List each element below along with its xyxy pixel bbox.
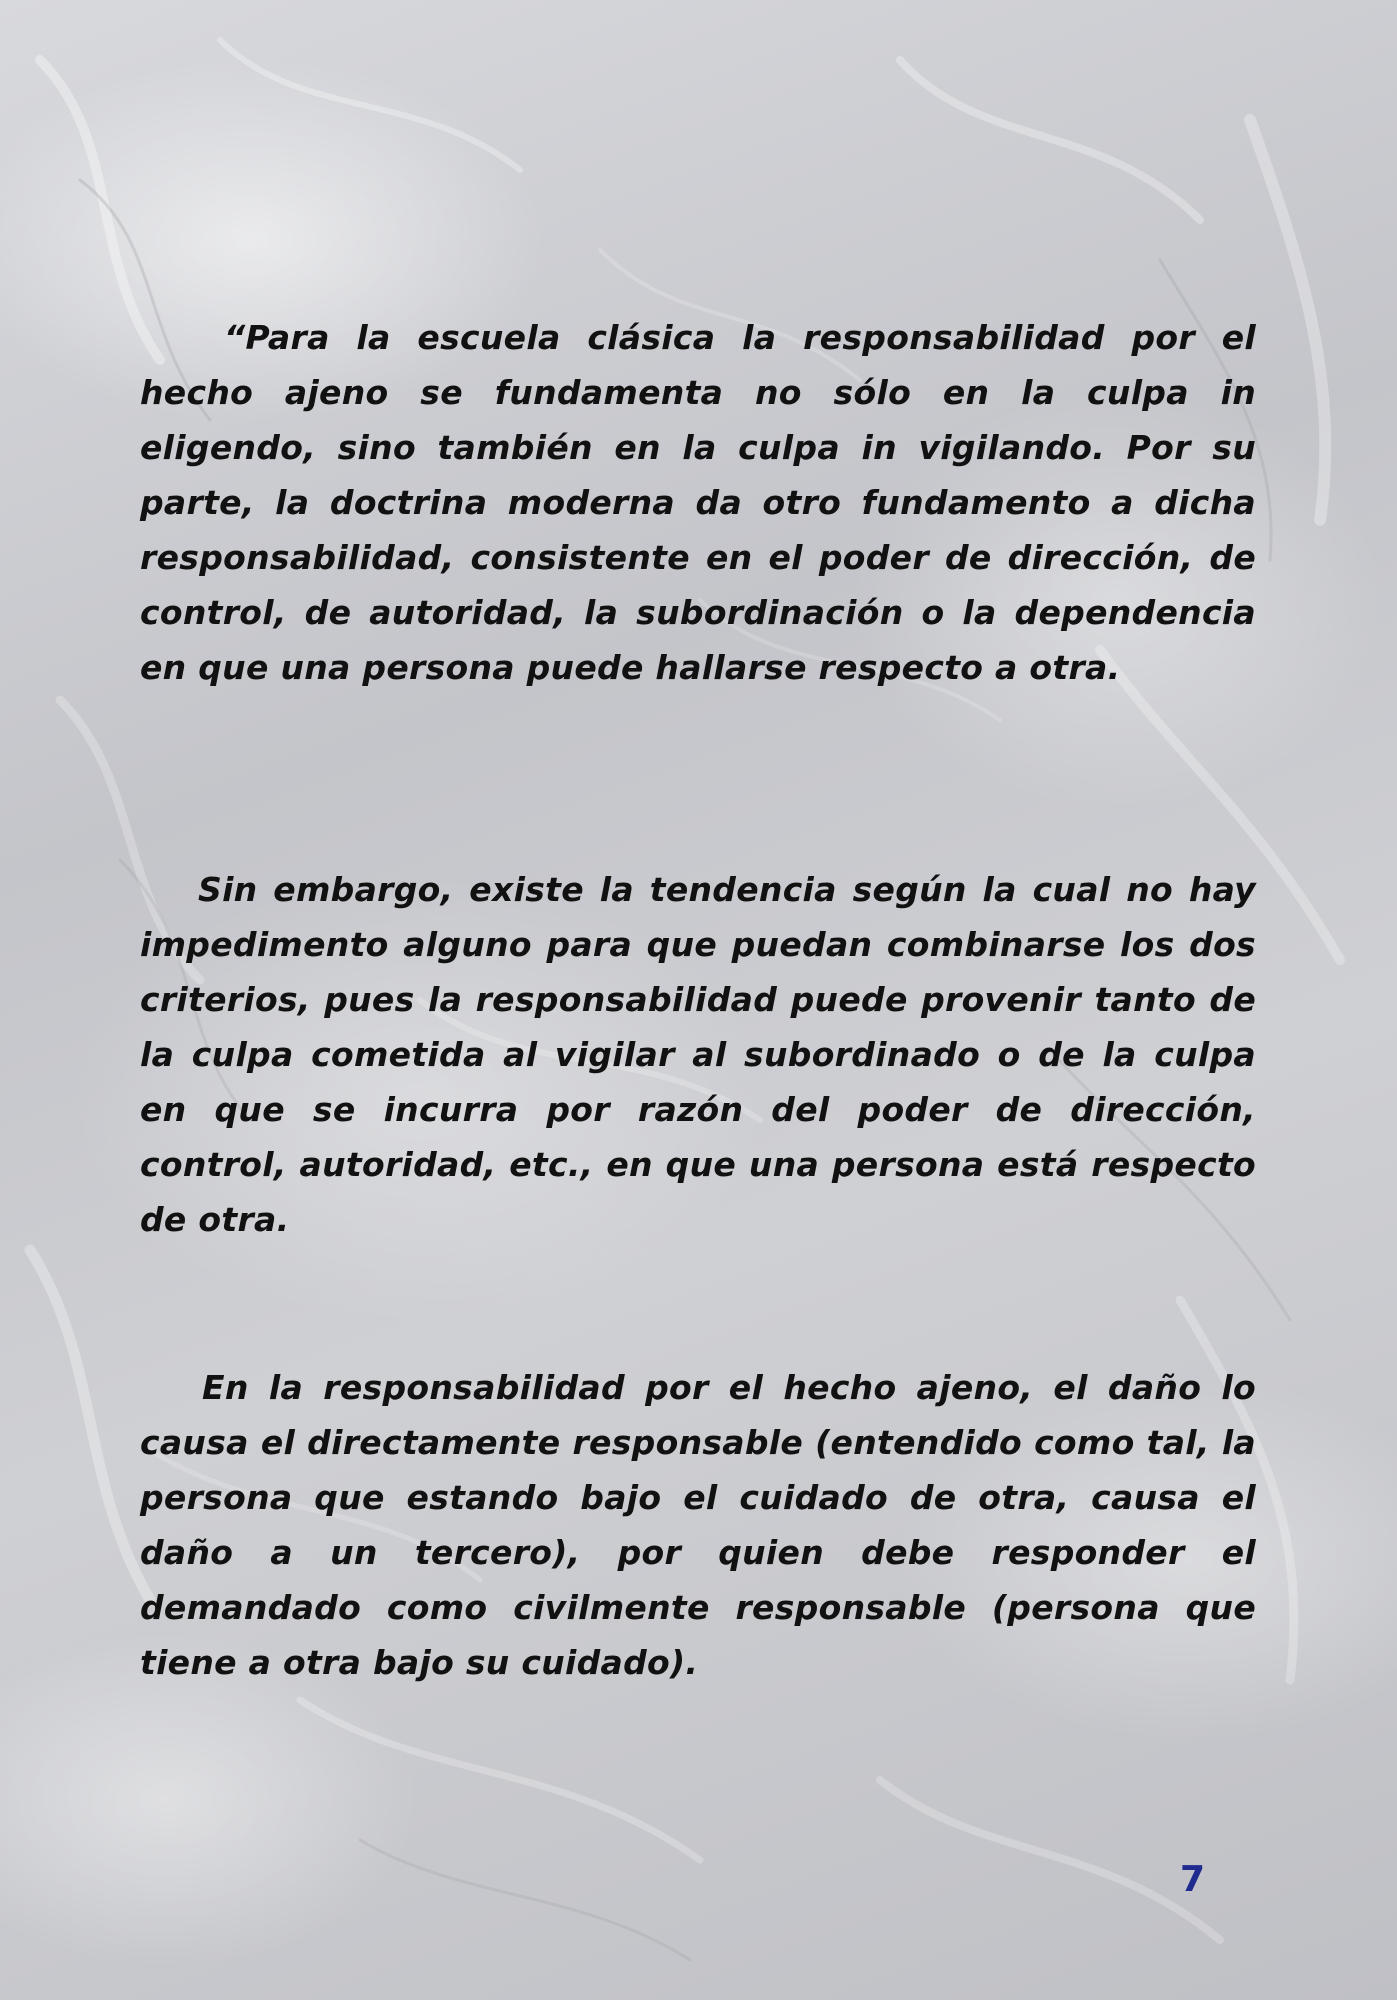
- paragraph-1: “Para la escuela clásica la responsabilidad por el hecho ajeno se fundamenta no sólo en la culpa in eligendo, sino también en la culpa in vigilando. Por su parte, la doctrina moderna da otro fundamento a dicha responsabilidad, consistente en el poder de dirección, de control, de autoridad, la subordinación o la dependencia en que una persona puede hallarse respecto a otra.: [140, 318, 1256, 687]
- paragraph-3: En la responsabilidad por el hecho ajeno, el daño lo causa el directamente responsable (entendido como tal, la persona que estando bajo el cuidado de otra, causa el daño a un tercero), por quien debe responder el demandado como civilmente responsable (persona que tiene a otra bajo su cuidado).: [140, 1368, 1256, 1682]
- page-number: 7: [1180, 1859, 1206, 1900]
- paragraph-2: Sin embargo, existe la tendencia según la cual no hay impedimento alguno para que puedan combinarse los dos criterios, pues la responsabilidad puede provenir tanto de la culpa cometida al vigilar al subordinado o de la culpa en que se incurra por razón del poder de dirección, control, autoridad, etc., en que una persona está respecto de otra.: [140, 870, 1256, 1239]
